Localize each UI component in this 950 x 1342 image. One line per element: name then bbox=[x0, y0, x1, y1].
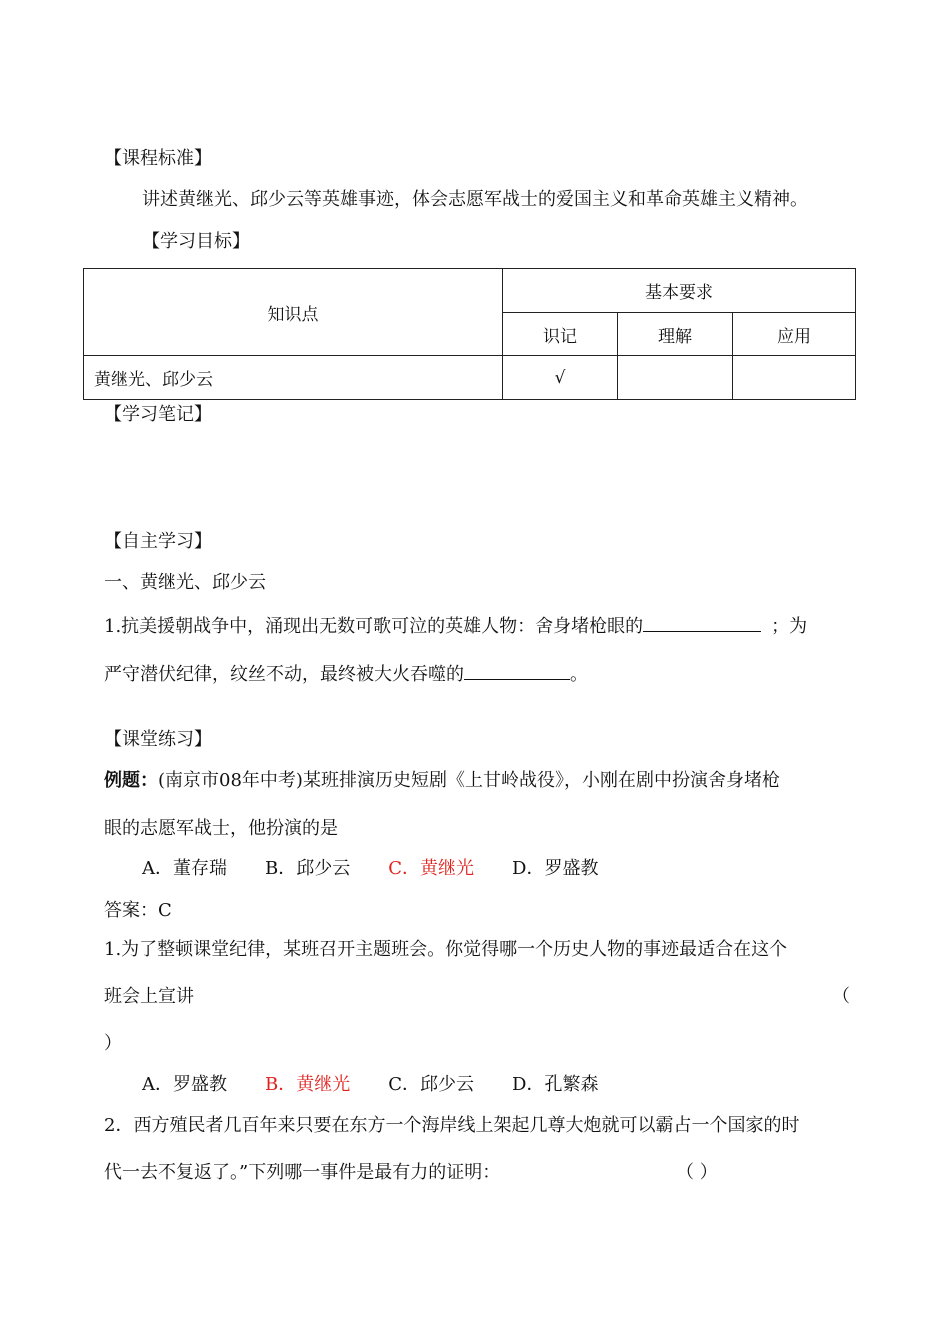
table-row bbox=[84, 356, 856, 400]
practice-q1-line2: 班会上宣讲 bbox=[104, 986, 194, 1007]
example-answer: 答案：C bbox=[104, 900, 172, 921]
example-option-c: C．黄继光 bbox=[388, 858, 475, 879]
q1-option-b: B．黄继光 bbox=[265, 1074, 351, 1095]
requirements-header: 基本要求 bbox=[503, 269, 856, 313]
notes-heading: 【学习笔记】 bbox=[104, 404, 212, 425]
example-options bbox=[142, 860, 598, 878]
practice-q1-options bbox=[142, 1076, 598, 1094]
self-study-q1-line1 bbox=[104, 615, 807, 636]
practice-q2-line1: 2．西方殖民者几百年来只要在东方一个海岸线上架起几尊大炮就可以霸占一个国家的时 bbox=[104, 1115, 800, 1136]
example-option-a: A．董存瑞 bbox=[142, 858, 227, 879]
practice-q2-line2: 代一去不复返了。”下列哪一事件是最有力的证明： bbox=[104, 1162, 501, 1183]
example-text-1: (南京市08年中考)某班排演历史短剧《上甘岭战役》，小刚在剧中扮演舍身堵枪 bbox=[158, 770, 780, 791]
answer-blank-1[interactable] bbox=[643, 615, 761, 632]
q1-line1-prefix: 1.抗美援朝战争中，涌现出无数可歌可泣的英雄人物：舍身堵枪眼的 bbox=[104, 616, 644, 637]
q1-line2-prefix: 严守潜伏纪律，纹丝不动，最终被大火吞噬的 bbox=[104, 664, 464, 685]
example-label: 例题： bbox=[104, 770, 158, 791]
subheader-apply: 应用 bbox=[733, 313, 856, 356]
mark-memorize-cell: √ bbox=[503, 356, 618, 400]
example-line2: 眼的志愿军战士，他扮演的是 bbox=[104, 818, 338, 839]
subheader-memorize: 识记 bbox=[503, 313, 618, 356]
q1-line2-suffix: 。 bbox=[570, 664, 588, 685]
knowledge-point-cell: 黄继光、邱少云 bbox=[84, 356, 503, 400]
learning-goals-heading: 【学习目标】 bbox=[142, 231, 250, 252]
mark-apply-cell bbox=[733, 356, 856, 400]
example-option-b: B．邱少云 bbox=[265, 858, 351, 879]
q1-option-c: C．邱少云 bbox=[388, 1074, 475, 1095]
course-standard-heading: 【课程标准】 bbox=[104, 148, 212, 169]
practice-q1-paren-open: （ bbox=[832, 986, 850, 1007]
self-study-heading: 【自主学习】 bbox=[104, 531, 212, 552]
example-option-d: D．罗盛教 bbox=[512, 858, 599, 879]
practice-q1-line1: 1.为了整顿课堂纪律，某班召开主题班会。你觉得哪一个历史人物的事迹最适合在这个 bbox=[104, 939, 788, 960]
self-study-q1-line2 bbox=[104, 663, 588, 684]
course-standard-text: 讲述黄继光、邱少云等英雄事迹，体会志愿军战士的爱国主义和革命英雄主义精神。 bbox=[142, 189, 808, 210]
learning-goals-table bbox=[83, 268, 856, 400]
practice-heading: 【课堂练习】 bbox=[104, 729, 212, 750]
self-study-subheading: 一、黄继光、邱少云 bbox=[104, 572, 266, 593]
example-line1 bbox=[104, 772, 780, 790]
q1-option-a: A．罗盛教 bbox=[142, 1074, 227, 1095]
q1-option-d: D．孔繁森 bbox=[512, 1074, 599, 1095]
q1-line1-suffix: ；为 bbox=[771, 616, 808, 637]
mark-understand-cell bbox=[618, 356, 733, 400]
subheader-understand: 理解 bbox=[618, 313, 733, 356]
answer-blank-2[interactable] bbox=[464, 663, 570, 680]
practice-q1-paren-close: ） bbox=[104, 1033, 122, 1054]
practice-q2-paren: （ ） bbox=[676, 1162, 718, 1183]
knowledge-header: 知识点 bbox=[84, 269, 503, 356]
